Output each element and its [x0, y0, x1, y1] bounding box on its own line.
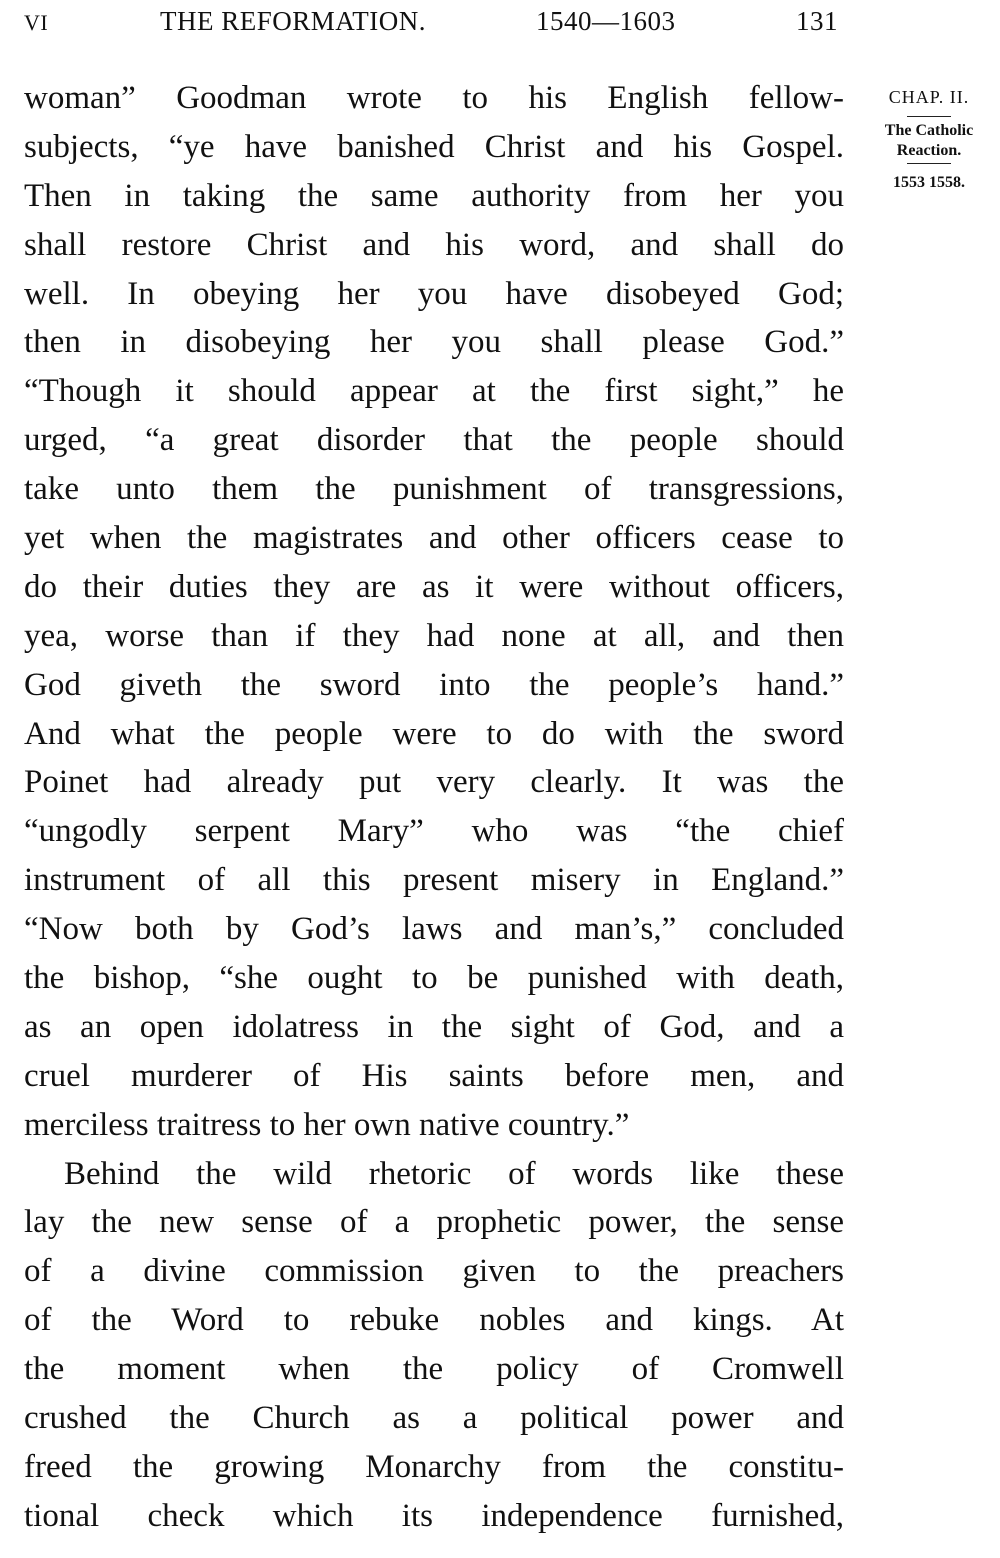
text-line: woman” Goodman wrote to his English fellow- — [24, 80, 844, 116]
margin-divider — [907, 163, 951, 164]
running-header — [24, 6, 844, 42]
header-book-title: THE REFORMATION. — [160, 6, 427, 36]
header-chapter-number: VI — [24, 10, 49, 35]
margin-topic: The Catholic Reaction. — [884, 122, 974, 159]
text-line: instrument of all this present misery in England.” — [24, 862, 844, 899]
text-line: Then in taking the same authority from her you — [24, 177, 844, 214]
text-line: freed the growing Monarchy from the constitu- — [24, 1448, 844, 1485]
text-line: yet when the magistrates and other officers cease to — [24, 520, 844, 557]
text-line: tional check which its independence furnished, — [24, 1497, 844, 1534]
text-line: take unto them the punishment of transgressions, — [24, 471, 844, 508]
margin-divider — [907, 116, 951, 117]
text-line: “Though it should appear at the first sight,” he — [24, 373, 844, 410]
header-page-number: 131 — [796, 6, 838, 36]
text-line: then in disobeying her you shall please God.” — [24, 324, 844, 361]
text-line: shall restore Christ and his word, and shall do — [24, 226, 844, 263]
text-line: well. In obeying her you have disobeyed God; — [24, 275, 844, 312]
header-years: 1540—1603 — [536, 6, 676, 36]
text-line: “ungodly serpent Mary” who was “the chief — [24, 813, 844, 850]
text-line: do their duties they are as it were without officers, — [24, 568, 844, 605]
paragraph-last-line: merciless traitress to her own native country.” — [24, 1106, 630, 1143]
text-line: as an open idolatress in the sight of God, and a — [24, 1008, 844, 1045]
body-text — [24, 74, 844, 1541]
text-line: “Now both by God’s laws and man’s,” concluded — [24, 911, 844, 948]
text-line: subjects, “ye have banished Christ and his Gospel. — [24, 128, 844, 165]
margin-chapter: CHAP. II. — [888, 87, 970, 107]
text-line: of the Word to rebuke nobles and kings. At — [24, 1302, 844, 1339]
margin-years: 1553 1558. — [893, 174, 965, 191]
paragraph-first-line: Behind the wild rhetoric of words like these — [64, 1155, 844, 1192]
text-line: God giveth the sword into the people’s hand.” — [24, 666, 844, 703]
text-line: the moment when the policy of Cromwell — [24, 1351, 844, 1388]
text-line: of a divine commission given to the preachers — [24, 1253, 844, 1290]
text-line: lay the new sense of a prophetic power, the sense — [24, 1204, 844, 1241]
text-line: And what the people were to do with the sword — [24, 715, 844, 752]
text-line: yea, worse than if they had none at all, and then — [24, 617, 844, 654]
text-line: crushed the Church as a political power and — [24, 1400, 844, 1437]
text-line: the bishop, “she ought to be punished with death, — [24, 960, 844, 997]
margin-note — [864, 86, 994, 194]
text-line: Poinet had already put very clearly. It was the — [24, 764, 844, 801]
text-line: urged, “a great disorder that the people should — [24, 422, 844, 459]
text-line: cruel murderer of His saints before men, and — [24, 1057, 844, 1094]
